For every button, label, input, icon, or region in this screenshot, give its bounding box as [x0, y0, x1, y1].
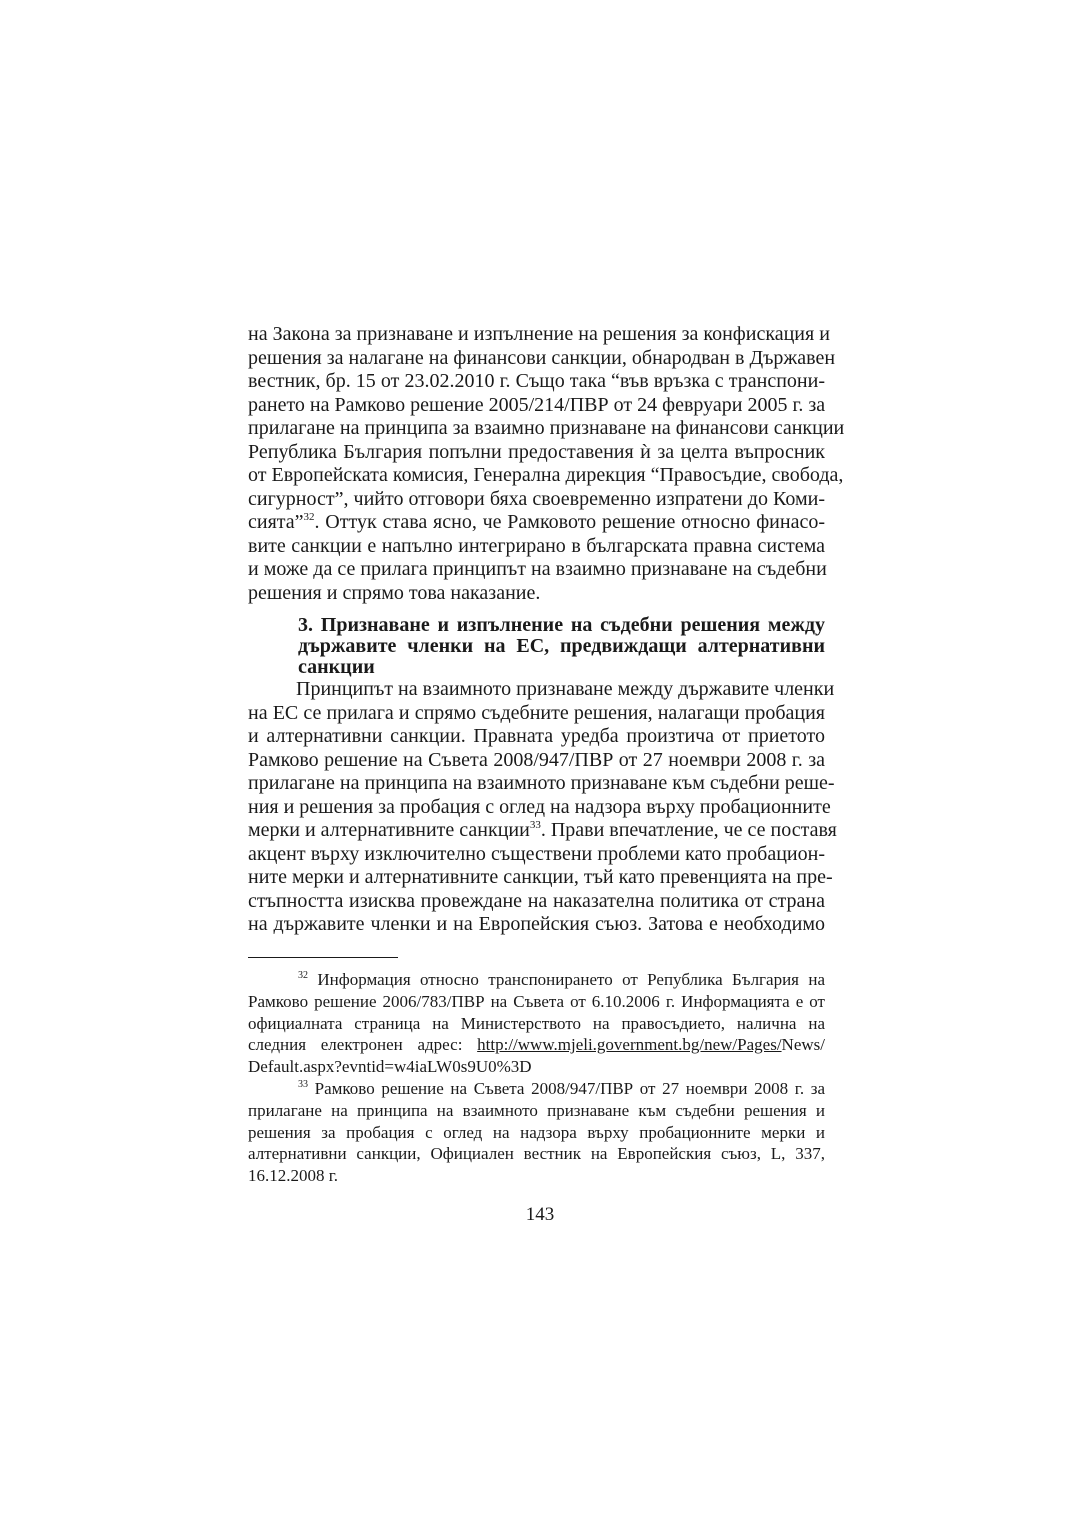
footnote-32 — [248, 969, 825, 1078]
footnote-line: алтернативни санкции, Официален вестник на Европейския съюз, L, 337, — [248, 1144, 825, 1164]
text-line — [248, 511, 825, 535]
text-line: прилагане на принципа за взаимно признаване на финансови санкции — [248, 417, 845, 439]
footnotes — [248, 969, 825, 1187]
text-fragment: мерки и алтернативните санкции — [248, 819, 530, 841]
footnote-line: 16.12.2008 г. — [248, 1166, 339, 1186]
section-heading — [248, 615, 825, 678]
text-fragment: . Прави впечатление, че се поставя — [540, 819, 837, 841]
footnote-divider — [248, 957, 398, 958]
text-fragment: . Оттук става ясно, че Рамковото решение относно финасо- — [314, 511, 825, 533]
footnote-line: официалната страница на Министерството на правосъдието, налична на — [248, 1013, 825, 1033]
footnote-line — [248, 969, 825, 991]
text-line: на ЕС се прилага и спрямо съдебните решения, налагащи пробация — [248, 701, 825, 724]
text-line: ния и решения за пробация с оглед на надзора върху пробационните — [248, 795, 831, 818]
footnote-ref-33[interactable]: 33 — [529, 819, 541, 831]
page-number: 143 — [525, 1204, 555, 1225]
footnote-link[interactable]: http://www.mjeli.government.bg/new/Pages/ — [477, 1035, 782, 1055]
text-line — [248, 819, 837, 843]
text-line: вите санкции е напълно интегрирано в българската правна система — [248, 534, 825, 557]
text-line: прилагане на принципа на взаимното признаване към съдебни реше- — [248, 772, 835, 794]
text-line: Република България попълни предоставения ѝ за целта въпросник — [248, 440, 825, 463]
footnote-line: прилагане на принципа на взаимното признаване към съдебни решения и — [248, 1100, 825, 1120]
text-line: акцент върху изключително съществени проблеми като пробацион- — [248, 842, 825, 865]
text-fragment: следния електронен адрес: — [248, 1035, 478, 1055]
text-line: от Европейската комисия, Генерална дирекция “Правосъдие, свобода, — [248, 464, 844, 486]
text-line: ните мерки и алтернативните санкции, тъй като превенцията на пре- — [248, 866, 833, 888]
paragraph-continuation — [248, 323, 845, 605]
text-line: сигурност”, чийто отговори бяха своевременно изпратени до Коми- — [248, 487, 825, 510]
footnote-line: Рамково решение 2006/783/ПВР на Съвета от 6.10.2006 г. Информацията е от — [248, 991, 825, 1011]
footnote-line: решения за пробация с оглед на надзора върху пробационните мерки и — [248, 1122, 825, 1142]
heading-line: 3. Признаване и изпълнение на съдебни решения между — [298, 614, 825, 636]
text-fragment: Информация относно транспонирането от Република България на — [308, 970, 825, 989]
text-line: вестник, бр. 15 от 23.02.2010 г. Също така “във връзка с транспони- — [248, 370, 825, 392]
text-line: Рамково решение на Съвета 2008/947/ПВР от 27 ноември 2008 г. за — [248, 748, 825, 771]
footnote-line — [248, 1078, 825, 1100]
heading-line: държавите членки на ЕС, предвиждащи алтернативни — [298, 635, 825, 657]
body-text — [248, 323, 845, 937]
footnote-33 — [248, 1078, 825, 1187]
footnote-ref-32[interactable]: 32 — [303, 511, 315, 523]
text-fragment: News/ — [781, 1035, 825, 1055]
text-line: рането на Рамково решение 2005/214/ПВР от 24 февруари 2005 г. за — [248, 393, 826, 416]
text-line: стъпността изисква провеждане на наказателна политика от страна — [248, 889, 825, 912]
text-line: на държавите членки и на Европейския съюз. Затова е необходимо — [248, 913, 825, 935]
text-line: и алтернативни санкции. Правната уредба произтича от приетото — [248, 725, 825, 747]
footnote-number: 33 — [298, 1078, 308, 1090]
text-line: на Закона за признаване и изпълнение на решения за конфискация и — [248, 323, 830, 345]
text-line: и може да се прилага принципът на взаимно признаване на съдебни — [248, 558, 827, 580]
text-fragment: сията” — [248, 511, 304, 533]
footnote-number: 32 — [298, 970, 308, 981]
footnote-line — [248, 1034, 825, 1056]
text-line: решения и спрямо това наказание. — [248, 581, 541, 604]
text-fragment: Рамково решение на Съвета 2008/947/ПВР от 27 ноември 2008 г. за — [308, 1078, 825, 1098]
paragraph — [248, 678, 837, 937]
text-line: Принципът на взаимното признаване между държавите членки — [296, 678, 835, 700]
footnote-line: Default.aspx?evntid=w4iaLW0s9U0%3D — [248, 1057, 532, 1077]
heading-line: санкции — [298, 656, 375, 678]
text-line: решения за налагане на финансови санкции, обнародван в Държавен — [248, 346, 836, 369]
